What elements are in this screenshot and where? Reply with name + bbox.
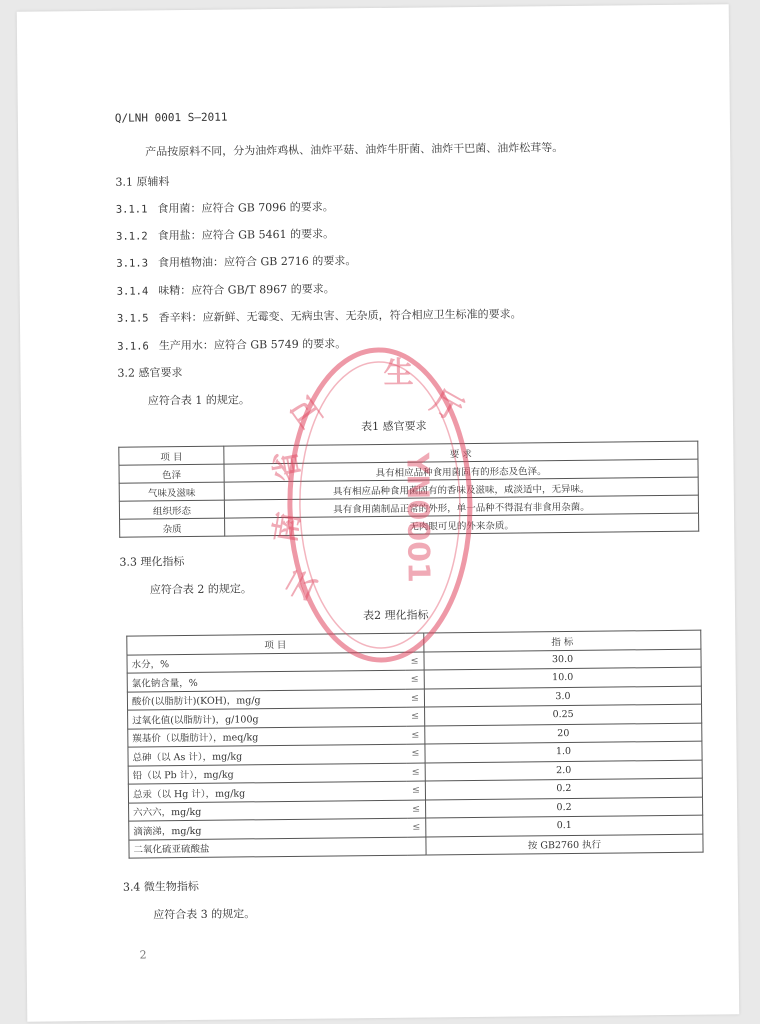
item-cell: 铅（以 Pb 计），mg/kg [128,763,407,784]
value-cell: 2.0 [425,760,702,781]
clause-text: 食用菌：应符合 GB 7096 的要求。 [157,200,334,216]
item-cell: 总汞（以 Hg 计），mg/kg [128,781,407,802]
requirement-cell: 具有食用菌制品正常的外形，单一品种不得混有非食用杂菌。 [224,495,698,518]
intro-paragraph: 产品按原料不同，分为油炸鸡枞、油炸平菇、油炸牛肝菌、油炸干巴菌、油炸松茸等。 [145,141,564,159]
page-number: 2 [139,948,147,962]
item-cell: 氯化钠含量，% [127,670,406,691]
operator-cell: ≤ [406,689,425,708]
clause-number: 3.1.1 [115,203,148,216]
value-cell: 按 GB2760 执行 [426,834,703,855]
svg-text:YN0001: YN0001 [399,452,436,584]
clause-number: 3.1.3 [116,257,149,270]
clause-3-1-1 [116,198,334,216]
value-cell: 0.1 [426,815,703,836]
clause-3-1-5 [117,305,522,325]
standard-code: Q/LNH 0001 S—2011 [114,110,228,125]
section-3-3-heading: 3.3 理化指标 [119,555,185,569]
value-cell: 1.0 [425,741,702,762]
operator-cell: ≤ [406,744,425,763]
item-cell: 杂质 [120,518,225,537]
requirement-cell: 无肉眼可见的外来杂质。 [225,513,699,536]
item-cell: 滴滴涕，mg/kg [129,818,408,839]
requirement-cell: 具有相应品种食用菌固有的香味及滋味，咸淡适中，无异味。 [224,477,698,500]
operator-cell: ≤ [407,818,426,837]
operator-cell: ≤ [405,652,424,671]
value-cell: 3.0 [424,686,701,707]
clause-text: 香辛料：应新鲜、无霉变、无病虫害、无杂质，符合相应卫生标准的要求。 [158,307,522,325]
clause-3-1-4 [117,280,335,298]
operator-cell: ≤ [406,707,425,726]
clause-3-1-6 [117,335,346,353]
sensory-requirements-table [118,441,699,538]
physicochemical-indicators-table [126,630,703,859]
clause-number: 3.1.4 [116,285,149,298]
item-cell: 六六六，mg/kg [129,800,408,821]
header-cell: 指 标 [424,630,701,651]
clause-3-1-2 [116,225,334,243]
operator-cell: ≤ [407,763,426,782]
item-cell: 过氧化值(以脂肪计)，g/100g [128,707,407,728]
item-cell: 酸价(以脂肪计)(KOH)，mg/g [127,689,406,710]
item-cell: 气味及滋味 [119,482,224,501]
table2-caption: 表2 理化指标 [363,608,429,623]
value-cell: 30.0 [424,649,701,670]
svg-text:厅: 厅 [424,383,469,430]
value-cell: 0.2 [426,797,703,818]
section-3-3-text: 应符合表 2 的规定。 [149,582,252,597]
section-3-1-heading: 3.1 原辅料 [115,175,170,189]
clause-text: 味精：应符合 GB/T 8967 的要求。 [158,282,335,298]
svg-text:卫: 卫 [284,389,331,435]
svg-text:省: 省 [267,447,308,484]
clause-3-1-3 [116,252,356,271]
clause-number: 3.1.2 [116,230,148,243]
svg-text:生: 生 [383,355,414,391]
value-cell: 10.0 [424,667,701,688]
item-cell: 水分，% [127,652,406,673]
value-cell: 0.25 [425,704,702,725]
item-cell: 色泽 [119,464,224,483]
item-cell: 组织形态 [119,500,224,519]
clause-number: 3.1.5 [116,312,149,325]
document-page [17,4,740,1021]
value-cell: 0.2 [425,778,702,799]
value-cell: 20 [425,723,702,744]
clause-text: 食用盐：应符合 GB 5461 的要求。 [157,227,335,243]
section-3-2-text: 应符合表 1 的规定。 [147,393,250,408]
operator-cell: ≤ [407,781,426,800]
svg-text:云: 云 [279,564,325,608]
clause-text: 食用植物油：应符合 GB 2716 的要求。 [157,254,357,270]
header-cell: 项 目 [119,446,224,465]
clause-text: 生产用水：应符合 GB 5749 的要求。 [158,337,347,353]
header-cell: 要 求 [224,441,698,464]
section-3-4-text: 应符合表 3 的规定。 [153,907,256,922]
table1-caption: 表1 感官要求 [361,419,427,434]
operator-cell: ≤ [406,726,425,745]
item-cell: 羰基价（以脂肪计），meq/kg [128,726,407,747]
requirement-cell: 具有相应品种食用菌固有的形态及色泽。 [224,459,698,482]
operator-cell: ≤ [407,800,426,819]
item-cell: 二氧化硫亚硫酸盐 [129,837,408,858]
operator-cell [407,837,426,856]
section-3-2-heading: 3.2 感官要求 [117,366,183,380]
operator-cell: ≤ [406,670,425,689]
item-cell: 总砷（以 As 计），mg/kg [128,744,407,765]
svg-text:南: 南 [267,509,308,546]
header-cell: 项 目 [127,633,424,655]
clause-number: 3.1.6 [117,340,149,353]
section-3-4-heading: 3.4 微生物指标 [122,879,199,894]
